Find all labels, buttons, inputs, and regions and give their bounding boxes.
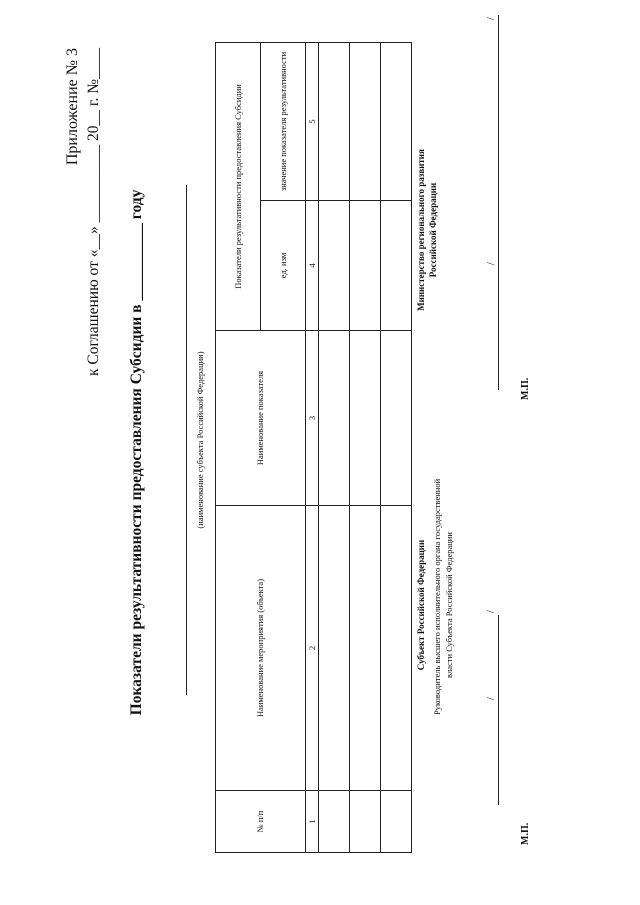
right-signatory-heading-2: Российской Федерации xyxy=(428,182,438,278)
column-number: 4 xyxy=(306,201,319,331)
right-signature-slash-end: / xyxy=(486,17,497,20)
column-number: 3 xyxy=(306,331,319,506)
header-value: значение показателя результативности xyxy=(261,43,306,201)
left-signatory-position-2: власти Субъекта Российской Федерации xyxy=(444,532,454,678)
appendix-block xyxy=(62,48,104,376)
header-unit: ед. изм xyxy=(261,201,306,331)
appendix-number: Приложение № 3 xyxy=(64,48,81,166)
indicators-table xyxy=(215,42,412,853)
table-cell xyxy=(381,791,412,853)
header-num: № п/п xyxy=(216,791,306,853)
table-cell xyxy=(350,506,381,791)
table-cell xyxy=(350,791,381,853)
table-cell xyxy=(381,201,412,331)
table-cell xyxy=(319,506,350,791)
column-number: 2 xyxy=(306,506,319,791)
right-signatory-block xyxy=(415,115,439,345)
appendix-agreement-ref: к Соглашению от «__» __________ 20__ г. №____ xyxy=(85,48,102,377)
table-cell xyxy=(381,506,412,791)
table-cell xyxy=(319,791,350,853)
right-signature-line xyxy=(497,15,499,390)
table-cell xyxy=(319,43,350,201)
table-cell xyxy=(350,201,381,331)
table-row xyxy=(381,43,412,853)
left-signatory-heading: Субъект Российской Федерации xyxy=(416,539,426,671)
left-signature-slash: / xyxy=(486,697,497,700)
left-signatory-position: Руководитель высшего исполнительного органа государственной xyxy=(432,478,442,715)
header-event: Наименование мероприятия (объекта) xyxy=(216,506,306,791)
left-signatory-block xyxy=(415,478,455,715)
table-cell xyxy=(319,201,350,331)
subject-name-line xyxy=(185,185,187,695)
header-indicator-name: Наименование показателя xyxy=(216,331,306,506)
subject-caption: (наименование субъекта Российской Федерации) xyxy=(195,351,205,529)
table-cell xyxy=(350,331,381,506)
header-indicators-group: Показатели результативности предоставления Субсидии xyxy=(216,43,261,331)
right-signatory-heading: Министерство регионального развития xyxy=(416,149,426,311)
table-cell xyxy=(319,331,350,506)
column-number: 5 xyxy=(306,43,319,201)
table-row xyxy=(350,43,381,853)
right-signature-slash: / xyxy=(486,262,497,265)
column-number: 1 xyxy=(306,791,319,853)
left-signature-line xyxy=(497,615,499,805)
left-signature-slash-end: / xyxy=(486,610,497,613)
table-row xyxy=(319,43,350,853)
right-seal-mark: М.П. xyxy=(520,377,531,400)
left-seal-mark: М.П. xyxy=(520,822,531,845)
table-cell xyxy=(381,331,412,506)
table-cell xyxy=(381,43,412,201)
page-title: Показатели результативности предоставления Субсидии в __________ году xyxy=(128,189,145,716)
table-cell xyxy=(350,43,381,201)
table-number-row xyxy=(306,43,319,853)
table-header-row xyxy=(216,43,261,853)
